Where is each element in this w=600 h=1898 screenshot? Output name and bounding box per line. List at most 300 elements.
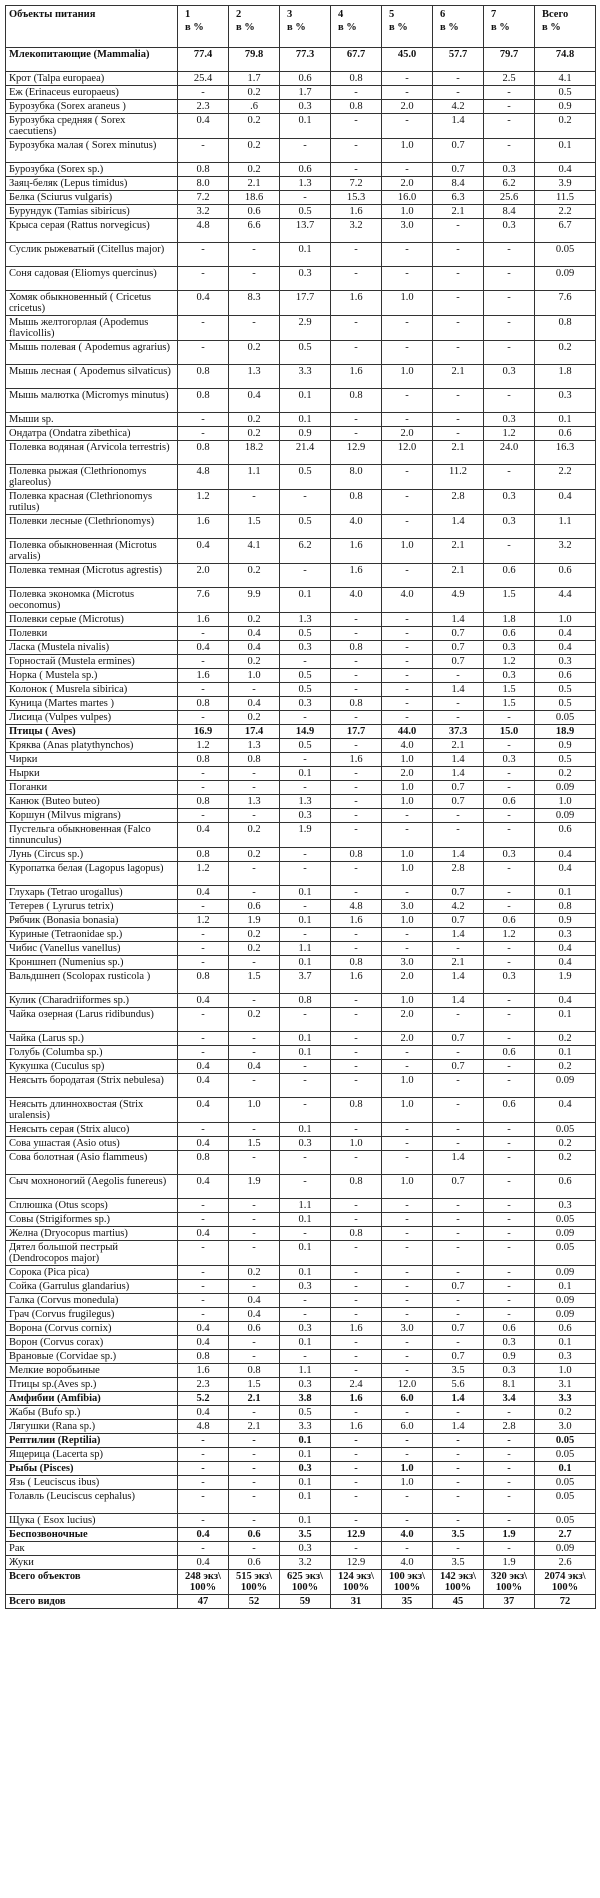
row-label: Сова болотная (Asio flammeus) (6, 1151, 178, 1175)
row-value-total: 0.05 (535, 1241, 596, 1266)
row-label: Желна (Dryocopus martius) (6, 1227, 178, 1241)
row-label: Крыса серая (Rattus norvegicus) (6, 219, 178, 243)
table-row (6, 243, 596, 267)
row-value-col-3: 0.3 (280, 641, 331, 655)
row-value-total: 0.6 (535, 427, 596, 441)
row-value-col-1: 0.8 (178, 365, 229, 389)
row-value-col-7: 0.3 (484, 490, 535, 515)
row-value-col-4: - (331, 341, 382, 365)
row-value-col-3: 0.1 (280, 886, 331, 900)
row-value-col-2: - (229, 1032, 280, 1046)
row-value-col-6: - (433, 1462, 484, 1476)
row-value-col-3: - (280, 900, 331, 914)
row-value-col-5: 4.0 (382, 1528, 433, 1542)
row-value-col-6: 0.7 (433, 1322, 484, 1336)
row-value-col-2: - (229, 1151, 280, 1175)
row-value-col-1: 0.8 (178, 1151, 229, 1175)
row-value-col-6: - (433, 1098, 484, 1123)
row-value-col-4: - (331, 1448, 382, 1462)
row-value-col-2: 18.2 (229, 441, 280, 465)
row-value-col-2: 0.8 (229, 1364, 280, 1378)
row-value-col-3: 0.1 (280, 1490, 331, 1514)
row-value-col-6: - (433, 1514, 484, 1528)
row-value-col-3: 3.8 (280, 1392, 331, 1406)
row-label: Кулик (Charadriiformes sp.) (6, 994, 178, 1008)
row-value-col-2: 6.6 (229, 219, 280, 243)
row-value-col-3: 0.5 (280, 627, 331, 641)
table-row (6, 219, 596, 243)
row-value-col-5: 6.0 (382, 1420, 433, 1434)
row-value-col-3: 0.1 (280, 1241, 331, 1266)
row-value-col-4: - (331, 1032, 382, 1046)
row-label: Птицы sp.(Aves sp.) (6, 1378, 178, 1392)
row-value-col-4: 0.8 (331, 697, 382, 711)
row-value-col-1: - (178, 1008, 229, 1032)
row-value-col-1: - (178, 1434, 229, 1448)
row-value-col-7: 8.4 (484, 205, 535, 219)
row-value-col-3: - (280, 1227, 331, 1241)
row-label: Жуки (6, 1556, 178, 1570)
row-value-col-1: 2.0 (178, 564, 229, 588)
row-value-col-7: - (484, 956, 535, 970)
row-value-col-5: - (382, 389, 433, 413)
row-value-col-1: 0.4 (178, 823, 229, 848)
row-value-col-6: - (433, 1336, 484, 1350)
row-value-total: 3.1 (535, 1378, 596, 1392)
table-row (6, 365, 596, 389)
row-label: Горностай (Mustela ermines) (6, 655, 178, 669)
row-value-col-5: 3.0 (382, 219, 433, 243)
row-value-col-2: 0.2 (229, 86, 280, 100)
row-value-col-2: 9.9 (229, 588, 280, 613)
row-value-total: 2074 экз\ 100% (535, 1570, 596, 1595)
row-value-col-2: - (229, 1199, 280, 1213)
row-value-col-5: 4.0 (382, 588, 433, 613)
row-value-col-1: 0.4 (178, 1060, 229, 1074)
row-value-col-5: 1.0 (382, 1462, 433, 1476)
row-value-col-4: - (331, 1490, 382, 1514)
row-value-col-2: 1.9 (229, 914, 280, 928)
row-value-col-7: 0.9 (484, 1350, 535, 1364)
row-value-col-4: - (331, 1074, 382, 1098)
row-value-col-7: - (484, 1448, 535, 1462)
row-value-col-1: 1.2 (178, 914, 229, 928)
row-value-col-7: 1.5 (484, 683, 535, 697)
row-value-col-4: 1.6 (331, 564, 382, 588)
table-row (6, 1528, 596, 1542)
row-value-col-3: 21.4 (280, 441, 331, 465)
row-value-total: 0.5 (535, 86, 596, 100)
row-value-total: 0.8 (535, 316, 596, 341)
row-value-col-2: 0.2 (229, 613, 280, 627)
row-label: Язь ( Leuciscus ibus) (6, 1476, 178, 1490)
row-value-col-4: - (331, 1542, 382, 1556)
row-label: Рябчик (Bonasia bonasia) (6, 914, 178, 928)
row-value-col-4: - (331, 1046, 382, 1060)
row-value-col-2: - (229, 1046, 280, 1060)
table-row (6, 1350, 596, 1364)
row-value-col-5: 100 экз\ 100% (382, 1570, 433, 1595)
row-value-col-1: - (178, 86, 229, 100)
row-value-col-3: - (280, 753, 331, 767)
row-value-col-6: - (433, 1227, 484, 1241)
row-value-col-6: - (433, 413, 484, 427)
row-value-col-7: - (484, 1227, 535, 1241)
row-label: Тетерев ( Lyrurus tetrix) (6, 900, 178, 914)
row-value-col-4: 12.9 (331, 441, 382, 465)
row-value-col-7: 0.3 (484, 413, 535, 427)
row-value-total: 72 (535, 1595, 596, 1609)
row-value-total: 0.3 (535, 389, 596, 413)
row-value-col-4: - (331, 669, 382, 683)
row-value-col-7: - (484, 1241, 535, 1266)
row-value-col-4: - (331, 1008, 382, 1032)
row-value-col-3: 0.9 (280, 427, 331, 441)
row-value-col-6: - (433, 1137, 484, 1151)
row-value-col-1: 0.4 (178, 539, 229, 564)
row-value-col-6: 0.7 (433, 781, 484, 795)
row-value-col-2: 515 экз\ 100% (229, 1570, 280, 1595)
table-row (6, 515, 596, 539)
row-value-col-1: - (178, 316, 229, 341)
row-value-col-6: - (433, 1448, 484, 1462)
row-label: Сплюшка (Otus scops) (6, 1199, 178, 1213)
row-value-col-1: - (178, 928, 229, 942)
row-value-total: 0.1 (535, 1336, 596, 1350)
row-value-total: 0.4 (535, 490, 596, 515)
row-value-total: 0.05 (535, 1434, 596, 1448)
row-value-col-3: 1.3 (280, 795, 331, 809)
table-row (6, 627, 596, 641)
row-value-col-7: 2.8 (484, 1420, 535, 1434)
row-value-total: 3.3 (535, 1392, 596, 1406)
row-value-col-7: - (484, 86, 535, 100)
row-value-col-6: 57.7 (433, 48, 484, 72)
row-label: Чирки (6, 753, 178, 767)
row-value-col-4: 1.6 (331, 1392, 382, 1406)
row-value-col-3: - (280, 191, 331, 205)
row-value-col-5: - (382, 942, 433, 956)
table-row (6, 100, 596, 114)
row-value-col-2: 1.0 (229, 669, 280, 683)
row-value-col-7: 320 экз\ 100% (484, 1570, 535, 1595)
row-value-col-1: 25.4 (178, 72, 229, 86)
row-value-col-5: 1.0 (382, 848, 433, 862)
row-value-col-7: 8.1 (484, 1378, 535, 1392)
row-value-col-3: - (280, 1175, 331, 1199)
table-row (6, 739, 596, 753)
row-value-total: 18.9 (535, 725, 596, 739)
row-label: Бурундук (Tamias sibiricus) (6, 205, 178, 219)
row-value-col-5: 4.0 (382, 1556, 433, 1570)
row-value-col-2: - (229, 781, 280, 795)
row-value-col-4: - (331, 1434, 382, 1448)
row-value-col-4: 0.8 (331, 1175, 382, 1199)
row-value-col-7: - (484, 1542, 535, 1556)
row-label: Мышь полевая ( Apodemus agrarius) (6, 341, 178, 365)
row-value-col-1: 3.2 (178, 205, 229, 219)
row-value-col-5: 2.0 (382, 100, 433, 114)
table-row (6, 1448, 596, 1462)
header-col-total (535, 6, 596, 48)
row-value-col-6: 2.1 (433, 956, 484, 970)
row-value-col-3: 0.5 (280, 669, 331, 683)
row-label: Пустельга обыкновенная (Falco tinnunculus) (6, 823, 178, 848)
row-value-col-4: 0.8 (331, 848, 382, 862)
row-value-col-1: - (178, 413, 229, 427)
row-label: Глухарь (Tetrao urogallus) (6, 886, 178, 900)
row-value-col-1: - (178, 139, 229, 163)
row-value-col-2: - (229, 994, 280, 1008)
table-row (6, 655, 596, 669)
row-label: Бурозубка малая ( Sorex minutus) (6, 139, 178, 163)
row-value-col-3: 0.1 (280, 1032, 331, 1046)
row-value-col-6: 1.4 (433, 613, 484, 627)
row-label: Куница (Martes martes ) (6, 697, 178, 711)
table-row (6, 205, 596, 219)
row-value-total: 0.1 (535, 1280, 596, 1294)
row-value-col-4: - (331, 86, 382, 100)
row-value-col-3: - (280, 781, 331, 795)
row-value-total: 3.0 (535, 1420, 596, 1434)
row-label: Колонок ( Musrela sibirica) (6, 683, 178, 697)
table-row (6, 465, 596, 490)
row-label: Полевка красная (Clethrionomys rutilus) (6, 490, 178, 515)
table-row (6, 914, 596, 928)
row-value-col-5: 1.0 (382, 205, 433, 219)
row-label: Сорока (Pica pica) (6, 1266, 178, 1280)
row-value-col-1: - (178, 1514, 229, 1528)
table-row (6, 1392, 596, 1406)
row-value-col-2: - (229, 1514, 280, 1528)
row-value-col-1: 0.4 (178, 1336, 229, 1350)
table-row (6, 1364, 596, 1378)
table-row (6, 848, 596, 862)
row-value-total: 0.2 (535, 767, 596, 781)
row-value-col-2: 0.4 (229, 627, 280, 641)
row-value-col-3: 0.1 (280, 1434, 331, 1448)
row-value-col-3: 6.2 (280, 539, 331, 564)
row-value-total: 0.4 (535, 627, 596, 641)
row-value-col-3: - (280, 928, 331, 942)
row-value-total: 0.09 (535, 809, 596, 823)
row-label: Жабы (Bufo sp.) (6, 1406, 178, 1420)
row-value-col-5: - (382, 1406, 433, 1420)
row-value-col-4: 0.8 (331, 956, 382, 970)
row-value-total: 0.2 (535, 341, 596, 365)
header-col-6 (433, 6, 484, 48)
row-value-col-5: 1.0 (382, 1175, 433, 1199)
table-row (6, 490, 596, 515)
row-value-col-3: 1.9 (280, 823, 331, 848)
table-row (6, 1280, 596, 1294)
table-row (6, 795, 596, 809)
row-label: Врановые (Corvidae sp.) (6, 1350, 178, 1364)
table-row (6, 341, 596, 365)
row-value-col-1: 0.4 (178, 641, 229, 655)
row-value-col-7: 15.0 (484, 725, 535, 739)
row-value-col-1: 0.4 (178, 994, 229, 1008)
row-value-col-2: - (229, 1406, 280, 1420)
row-value-col-7: 0.6 (484, 627, 535, 641)
row-value-col-6: 1.4 (433, 767, 484, 781)
row-value-col-2: 0.2 (229, 139, 280, 163)
row-value-col-1: 0.4 (178, 1175, 229, 1199)
row-value-col-5: 2.0 (382, 970, 433, 994)
row-value-col-2: 1.5 (229, 515, 280, 539)
row-value-col-7: - (484, 1137, 535, 1151)
row-value-col-1: 2.3 (178, 100, 229, 114)
row-value-col-1: 1.6 (178, 613, 229, 627)
row-value-col-6: 2.1 (433, 739, 484, 753)
row-value-col-2: - (229, 956, 280, 970)
row-value-total: 0.6 (535, 1175, 596, 1199)
row-value-col-6: 1.4 (433, 683, 484, 697)
row-label: Соня садовая (Eliomys quercinus) (6, 267, 178, 291)
row-value-col-2: 1.5 (229, 970, 280, 994)
table-row (6, 753, 596, 767)
row-value-col-7: 25.6 (484, 191, 535, 205)
row-value-col-5: - (382, 711, 433, 725)
row-value-total: 0.4 (535, 994, 596, 1008)
row-value-col-5: - (382, 316, 433, 341)
row-value-col-2: 1.3 (229, 365, 280, 389)
row-value-col-4: 124 экз\ 100% (331, 1570, 382, 1595)
row-value-col-4: - (331, 163, 382, 177)
row-value-total: 0.4 (535, 942, 596, 956)
row-value-col-7: 1.9 (484, 1528, 535, 1542)
row-value-col-4: - (331, 795, 382, 809)
table-row (6, 928, 596, 942)
row-value-col-5: 1.0 (382, 862, 433, 886)
row-value-col-2: 0.2 (229, 823, 280, 848)
row-label: Еж (Erinaceus europaeus) (6, 86, 178, 100)
row-value-col-5: 12.0 (382, 1378, 433, 1392)
row-value-col-4: 7.2 (331, 177, 382, 191)
row-value-col-1: - (178, 341, 229, 365)
row-value-col-6: 4.9 (433, 588, 484, 613)
row-value-col-7: - (484, 767, 535, 781)
row-value-col-6: - (433, 1241, 484, 1266)
row-value-col-7: - (484, 1151, 535, 1175)
table-row (6, 267, 596, 291)
row-value-col-5: 45.0 (382, 48, 433, 72)
table-row (6, 588, 596, 613)
row-value-col-1: - (178, 956, 229, 970)
row-value-col-7: - (484, 389, 535, 413)
row-value-col-1: - (178, 809, 229, 823)
row-value-col-4: 12.9 (331, 1556, 382, 1570)
row-value-total: 0.3 (535, 1350, 596, 1364)
row-value-col-2: - (229, 1213, 280, 1227)
row-value-col-4: - (331, 1476, 382, 1490)
row-value-col-4: 1.6 (331, 365, 382, 389)
row-value-col-2: 0.6 (229, 205, 280, 219)
row-value-total: 0.4 (535, 956, 596, 970)
header-col-1 (178, 6, 229, 48)
header-col-4-label: 4 в % (338, 9, 357, 33)
row-value-col-4: - (331, 243, 382, 267)
row-value-col-3: 1.3 (280, 613, 331, 627)
row-value-col-1: - (178, 767, 229, 781)
table-row (6, 48, 596, 72)
row-value-col-2: - (229, 1434, 280, 1448)
row-value-total: 0.5 (535, 753, 596, 767)
row-value-total: 0.3 (535, 1199, 596, 1213)
row-value-col-1: 4.8 (178, 465, 229, 490)
row-value-col-2: 0.2 (229, 942, 280, 956)
table-body (6, 48, 596, 1609)
row-value-col-1: - (178, 1266, 229, 1280)
row-value-col-4: - (331, 1060, 382, 1074)
row-value-col-2: 2.1 (229, 177, 280, 191)
row-value-col-6: 0.7 (433, 139, 484, 163)
row-value-col-3: 0.5 (280, 683, 331, 697)
row-value-col-5: 1.0 (382, 1098, 433, 1123)
row-value-col-4: - (331, 1406, 382, 1420)
table-row (6, 1008, 596, 1032)
row-label: Неясыть длиннохвостая (Strix uralensis) (6, 1098, 178, 1123)
row-value-col-7: 1.2 (484, 928, 535, 942)
row-label: Голавль (Leuciscus cephalus) (6, 1490, 178, 1514)
row-value-col-5: - (382, 627, 433, 641)
row-value-col-4: - (331, 1350, 382, 1364)
row-value-col-6: 1.4 (433, 114, 484, 139)
row-value-col-5: 2.0 (382, 177, 433, 191)
row-value-col-5: - (382, 163, 433, 177)
row-value-col-3: - (280, 1074, 331, 1098)
row-value-col-7: - (484, 1462, 535, 1476)
row-value-col-5: - (382, 1434, 433, 1448)
row-value-col-5: - (382, 243, 433, 267)
row-value-col-6: 45 (433, 1595, 484, 1609)
row-value-col-5: - (382, 1241, 433, 1266)
table-row (6, 1098, 596, 1123)
row-value-col-6: 2.1 (433, 564, 484, 588)
row-value-col-4: - (331, 655, 382, 669)
table-row (6, 613, 596, 627)
row-value-col-4: - (331, 427, 382, 441)
table-row (6, 1213, 596, 1227)
row-value-col-4: 1.6 (331, 1322, 382, 1336)
row-value-col-2: 18.6 (229, 191, 280, 205)
row-label: Нырки (6, 767, 178, 781)
table-row (6, 781, 596, 795)
row-value-col-7: - (484, 243, 535, 267)
row-value-col-6: - (433, 72, 484, 86)
row-value-col-2: - (229, 1448, 280, 1462)
row-value-col-4: - (331, 267, 382, 291)
row-value-col-7: - (484, 886, 535, 900)
row-value-col-4: - (331, 1462, 382, 1476)
table-row (6, 1241, 596, 1266)
row-value-col-1: 0.4 (178, 1074, 229, 1098)
row-value-col-1: 4.8 (178, 219, 229, 243)
row-value-col-1: 7.2 (178, 191, 229, 205)
row-value-col-5: - (382, 267, 433, 291)
row-value-col-1: - (178, 1308, 229, 1322)
row-value-col-1: 16.9 (178, 725, 229, 739)
row-value-total: 0.05 (535, 1123, 596, 1137)
row-label: Хомяк обыкновенный ( Cricetus cricetus) (6, 291, 178, 316)
table-row (6, 316, 596, 341)
row-value-col-2: - (229, 1462, 280, 1476)
table-row (6, 114, 596, 139)
row-value-col-7: - (484, 341, 535, 365)
row-label: Неясыть серая (Strix aluco) (6, 1123, 178, 1137)
table-row (6, 427, 596, 441)
row-value-col-2: - (229, 1241, 280, 1266)
